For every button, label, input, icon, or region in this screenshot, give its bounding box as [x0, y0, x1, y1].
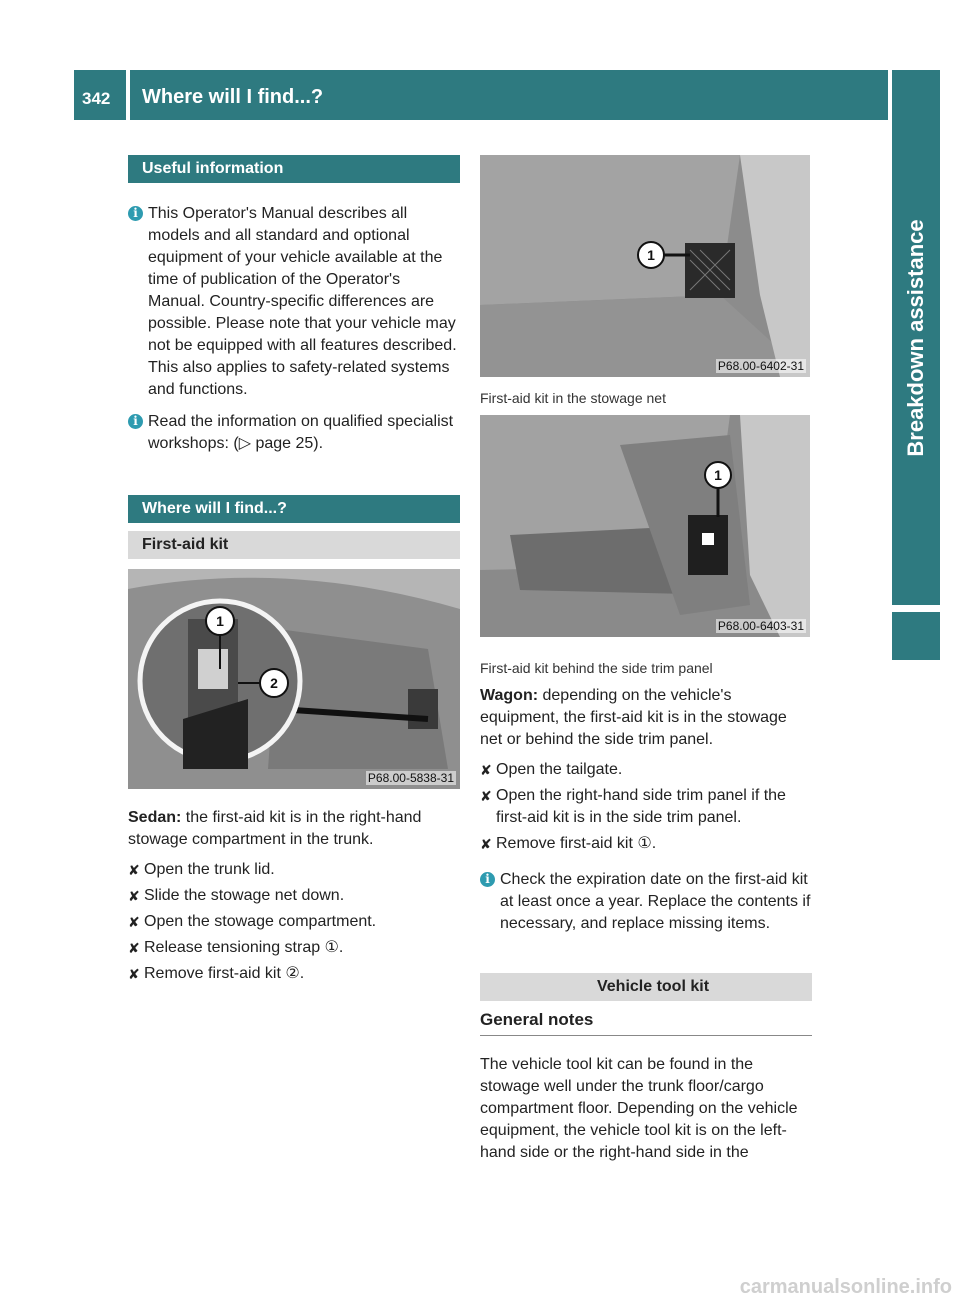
step-text: Release tensioning strap ①.	[144, 939, 344, 956]
callout-2: 2	[270, 675, 278, 691]
info-note-2	[128, 411, 460, 455]
sedan-label: Sedan:	[128, 809, 182, 826]
general-notes-text: The vehicle tool kit can be found in the stowage well under the trunk floor/cargo compartment floor. Depending on the vehicle equipment, the vehicle tool kit is on the left-hand side or the right-hand side in the	[480, 1056, 798, 1161]
chapter-tab-label: Breakdown assistance	[903, 219, 928, 457]
info-note-1-text: This Operator's Manual describes all models and all standard and optional equipment of your vehicle available at the time of publication of the Operator's Manual. Country-specific differences are possible. Please note that your vehicle may not be equipped with all features described. This also applies to safety-related systems and functions.	[148, 205, 457, 398]
vehicle-tool-kit-heading-text: Vehicle tool kit	[596, 978, 710, 995]
step-item	[128, 937, 460, 959]
page-number-box	[74, 70, 126, 120]
caption-stowage-net: First-aid kit in the stowage net	[480, 390, 666, 406]
step-text: Open the stowage compartment.	[144, 913, 377, 930]
info-icon: i	[480, 872, 495, 887]
step-item	[128, 885, 460, 907]
photo-code: P68.00-5838-31	[367, 771, 454, 785]
wagon-trim-illustration	[480, 415, 810, 637]
left-column	[128, 155, 460, 989]
caption-side-trim: First-aid kit behind the side trim panel	[480, 660, 713, 676]
step-arrow-icon: ✘	[128, 862, 140, 878]
step-arrow-icon: ✘	[128, 914, 140, 930]
right-column	[480, 155, 812, 1172]
sedan-trunk-photo	[128, 569, 460, 789]
watermark: carmanualsonline.info	[739, 1276, 952, 1298]
info-note-expiration-text: Check the expiration date on the first-aid kit at least once a year. Replace the contents if necessary, and replace missing items.	[500, 871, 811, 932]
wagon-text: depending on the vehicle's equipment, the first-aid kit is in the stowage net or behind the side trim panel.	[480, 687, 787, 748]
useful-information-heading: Useful information	[128, 155, 460, 183]
photo-code: P68.00-6402-31	[717, 359, 804, 373]
wagon-side-trim-photo	[480, 415, 810, 637]
step-text: Open the tailgate.	[496, 761, 623, 778]
chapter-tab	[892, 70, 940, 605]
where-will-i-find-heading: Where will I find...?	[128, 495, 460, 523]
general-notes-heading	[480, 1009, 812, 1036]
wagon-paragraph	[480, 685, 812, 751]
step-item	[480, 785, 812, 829]
wagon-label: Wagon:	[480, 687, 539, 704]
step-text: Slide the stowage net down.	[144, 887, 345, 904]
first-aid-kit-heading: First-aid kit	[128, 531, 460, 559]
vehicle-tool-kit-heading	[480, 973, 812, 1001]
chapter-tab-square	[892, 612, 940, 660]
photo-code: P68.00-6403-31	[717, 619, 804, 633]
page-number: 342	[82, 89, 111, 108]
step-item	[128, 963, 460, 985]
info-icon: i	[128, 206, 143, 221]
wagon-stowage-net-photo	[480, 155, 810, 377]
step-text: Open the right-hand side trim panel if the first-aid kit is in the side trim panel.	[496, 787, 786, 826]
callout-1: 1	[647, 247, 655, 263]
step-text: Open the trunk lid.	[144, 861, 275, 878]
callout-1: 1	[216, 613, 224, 629]
sedan-text: the first-aid kit is in the right-hand stowage compartment in the trunk.	[128, 809, 422, 848]
step-arrow-icon: ✘	[480, 788, 492, 804]
sedan-paragraph	[128, 807, 460, 851]
info-note-expiration	[480, 869, 812, 935]
sedan-trunk-illustration	[128, 569, 460, 789]
info-note-1	[128, 203, 460, 401]
step-arrow-icon: ✘	[128, 940, 140, 956]
step-arrow-icon: ✘	[480, 836, 492, 852]
wagon-net-illustration	[480, 155, 810, 377]
info-icon: i	[128, 414, 143, 429]
callout-1: 1	[714, 467, 722, 483]
step-text: Remove first-aid kit ②.	[144, 965, 305, 982]
step-text: Remove first-aid kit ①.	[496, 835, 657, 852]
step-arrow-icon: ✘	[128, 966, 140, 982]
step-arrow-icon: ✘	[480, 762, 492, 778]
step-item	[480, 833, 812, 855]
page-title: Where will I find...?	[142, 86, 324, 108]
step-item	[128, 859, 460, 881]
step-arrow-icon: ✘	[128, 888, 140, 904]
step-item	[128, 911, 460, 933]
step-item	[480, 759, 812, 781]
page-header	[130, 70, 888, 120]
info-note-2-text: Read the information on qualified specialist workshops: (▷ page 25).	[148, 413, 454, 452]
general-notes-heading-text: General notes	[480, 1010, 594, 1029]
